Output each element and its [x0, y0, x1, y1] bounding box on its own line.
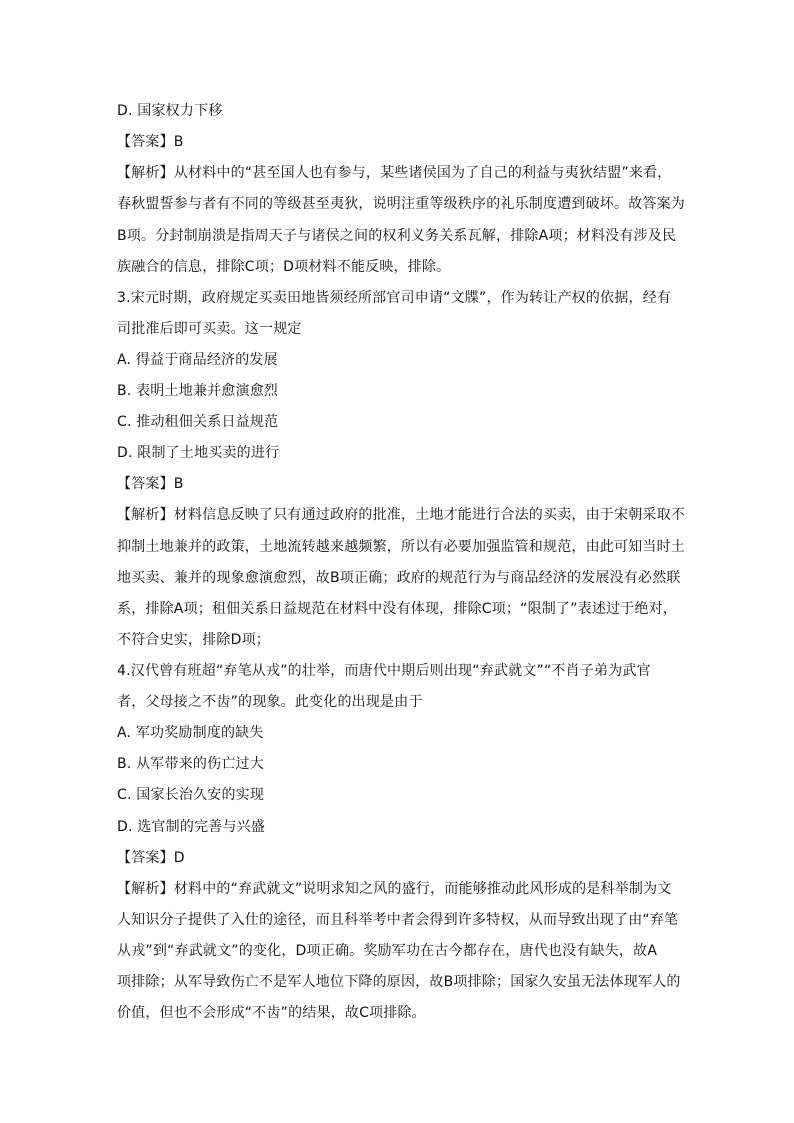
q2-analysis-line: B项。分封制崩溃是指周天子与诸侯之间的权利义务关系瓦解，排除A项；材料没有涉及民 — [117, 228, 677, 244]
q4-analysis-line: 从戎”到“弃武就文”的变化，D项正确。奖励军功在古今都存在，唐代也没有缺失，故A — [117, 943, 658, 959]
q4-option-d: D. 选官制的完善与兴盛 — [117, 819, 266, 835]
q4-analysis-line: 价值，但也不会形成“不齿”的结果，故C项排除。 — [117, 1005, 426, 1021]
q4-option-b: B. 从军带来的伤亡过大 — [117, 756, 264, 772]
q3-option-c: C. 推动租佃关系日益规范 — [117, 414, 279, 430]
q3-analysis-line: 抑制土地兼并的政策，土地流转越来越频繁，所以有必要加强监管和规范，由此可知当时土 — [117, 539, 685, 555]
q4-option-c: C. 国家长治久安的实现 — [117, 787, 265, 803]
q3-option-d: D. 限制了土地买卖的进行 — [117, 445, 280, 461]
q4-stem-line: 4.汉代曾有班超“弃笔从戎”的壮举，而唐代中期后则出现“弃武就文”“不肖子弟为武官 — [117, 663, 651, 679]
q3-stem-line: 司批准后即可买卖。这一规定 — [117, 321, 302, 337]
q3-analysis-line: 【解析】材料信息反映了只有通过政府的批准，土地才能进行合法的买卖，由于宋朝采取不 — [117, 507, 685, 523]
q3-answer: 【答案】B — [117, 476, 184, 492]
q3-option-b: B. 表明土地兼并愈演愈烈 — [117, 383, 279, 399]
q2-answer: 【答案】B — [117, 134, 184, 150]
q4-analysis-line: 【解析】材料中的“弃武就文”说明求知之风的盛行，而能够推动此风形成的是科举制为文 — [117, 881, 672, 897]
q3-analysis-line: 地买卖、兼并的现象愈演愈烈，故B项正确；政府的规范行为与商品经济的发展没有必然联 — [117, 570, 681, 586]
q2-analysis-line: 【解析】从材料中的“甚至国人也有参与，某些诸侯国为了自己的利益与夷狄结盟”来看， — [117, 165, 672, 181]
q3-stem-line: 3.宋元时期，政府规定买卖田地皆须经所部官司申请“文牒”，作为转让产权的依据，经有 — [117, 290, 672, 306]
q2-analysis-line: 春秋盟誓参与者有不同的等级甚至夷狄，说明注重等级秩序的礼乐制度遭到破坏。故答案为 — [117, 196, 685, 212]
q3-analysis-line: 不符合史实，排除D项； — [117, 632, 270, 648]
q4-answer: 【答案】D — [117, 850, 185, 866]
q4-analysis-line: 人知识分子提供了入仕的途径，而且科举考中者会得到许多特权，从而导致出现了由“弃笔 — [117, 912, 679, 928]
q4-option-a: A. 军功奖励制度的缺失 — [117, 725, 264, 741]
q3-analysis-line: 系，排除A项；租佃关系日益规范在材料中没有体现，排除C项；“限制了”表述过于绝对， — [117, 601, 678, 617]
q4-stem-line: 者，父母接之不齿”的现象。此变化的出现是由于 — [117, 694, 423, 710]
q2-option-d: D. 国家权力下移 — [117, 103, 223, 119]
q3-option-a: A. 得益于商品经济的发展 — [117, 352, 278, 368]
q2-analysis-line: 族融合的信息，排除C项；D项材料不能反映，排除。 — [117, 259, 451, 275]
q4-analysis-line: 项排除；从军导致伤亡不是军人地位下降的原因，故B项排除；国家久安虽无法体现军人的 — [117, 974, 681, 990]
